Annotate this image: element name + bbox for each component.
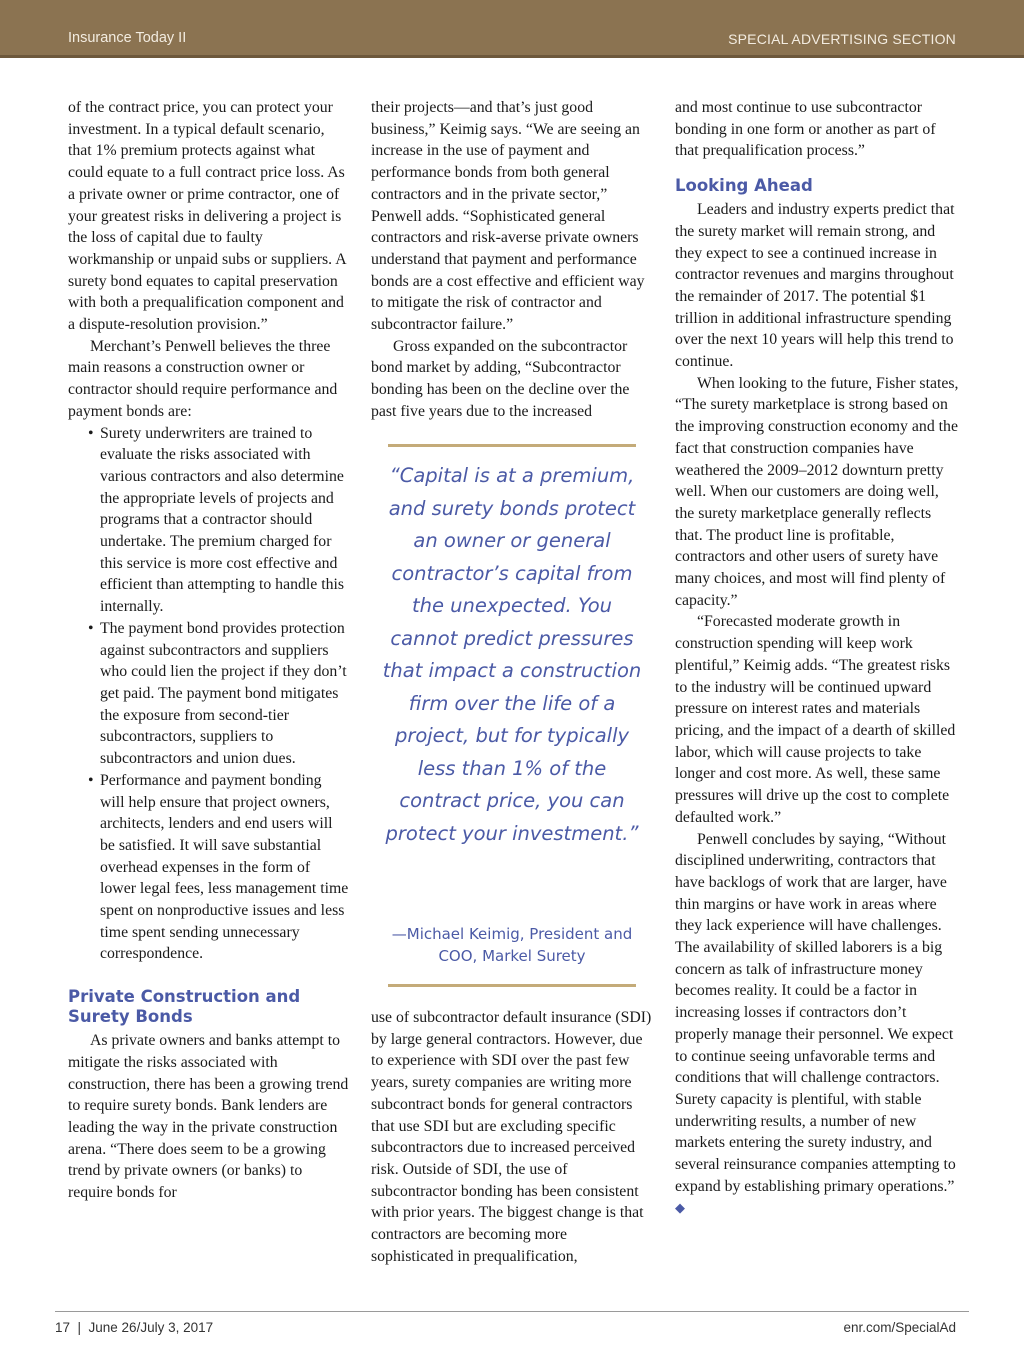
end-of-article-icon: ◆ (675, 1200, 685, 1216)
list-item: • Performance and payment bonding will help ensure that project owners, architects, lenders and end users will be satisfied. It will save substantial overhead expenses in the form of lower legal fees, less management time spent on nonproductive issues and less time spent sending unnecessary correspondence. (88, 771, 349, 963)
footer-url: enr.com/SpecialAd (843, 1320, 956, 1335)
divider (388, 984, 636, 987)
paragraph: Leaders and industry experts predict that the surety market will remain strong, and they expect to see a continued increase in contractor revenues and margins throughout the remainder of 2017. The potential $1 trillion in additional infrastructure spending over the next 10 years will help this trend to continue. (675, 201, 955, 371)
paragraph: use of subcontractor default insurance (SDI) by large general contractors. However, due to experience with SDI over the past few years, surety companies are writing more subcontract bonds for general contractors that use SDI but are excluding specific subcontractors due to increased perceived risk. Outside of SDI, the use of subcontractor bonding has been consistent with prior years. The biggest change is that contractors are becoming more sophisticated in prequalification, (371, 1009, 652, 1265)
paragraph: their projects—and that’s just good business,” Keimig says. “We are seeing an increase in the use of payment and performance bonds from both general contractors and in the private sector,” Penwell adds. “Sophisticated general contractors and risk-averse private owners understand that payment and performance bonds are a cost effective and efficient way to mitigate the risk of contractor and subcontractor failure.” (371, 99, 645, 334)
paragraph: Merchant’s Penwell believes the three main reasons a construction owner or contractor should require performance and payment bonds are: (68, 337, 338, 420)
pull-quote-text: “Capital is at a premium, and surety bonds protect an owner or general contractor’s capital from the unexpected. You cannot predict pressures that impact a construction firm over the life of a project, but for typically less than 1% of the contract price, you can protect your investment.” (382, 464, 642, 845)
pull-quote (382, 444, 642, 988)
bullet-icon: • (88, 424, 94, 442)
list-item: • Surety underwriters are trained to evaluate the risks associated with various contractors and also determine the appropriate levels of projects and programs that a contractor should undertake. The premium charged for this service is more cost effective and efficient than attempting to handle this internally. (88, 424, 345, 616)
article-column-2-bottom (371, 1007, 653, 1267)
paragraph: “Forecasted moderate growth in construction spending will keep work plentiful,” Keimig adds. “The greatest risks to the industry will be continued upward pressure on interest rates and materials pricing, and the impact of a dearth of skilled labor, which will cause projects to take longer and cost more. As well, these same pressures will drive up the cost to complete defaulted work.” (675, 613, 956, 826)
publication-name: Insurance Today II (68, 30, 187, 46)
section-heading: Private Construction and Surety Bonds (68, 987, 301, 1027)
bullet-icon: • (88, 771, 94, 789)
paragraph: and most continue to use subcontractor bonding in one form or another as part of that prequalification process.” (675, 99, 936, 160)
section-label: SPECIAL ADVERTISING SECTION (728, 31, 956, 47)
article-column-3 (675, 97, 959, 1219)
article-column-1 (68, 97, 350, 1204)
footer-divider (55, 1311, 969, 1312)
section-heading: Looking Ahead (675, 176, 813, 196)
pull-quote-attribution: —Michael Keimig, President and COO, Markel Surety (391, 925, 633, 965)
paragraph: As private owners and banks attempt to mitigate the risks associated with construction, there has been a growing trend to require surety bonds. Bank lenders are leading the way in the private construction arena. “There does seem to be a growing trend by private owners (or banks) to require bonds for (68, 1032, 349, 1202)
paragraph: When looking to the future, Fisher states, “The surety marketplace is strong based on the improving construction economy and the fact that construction companies have weathered the 2009–2012 downturn pretty well. When our customers are doing well, the surety marketplace generally reflects that. The product line is profitable, contractors and other users of surety have many choices, and most will find plenty of capacity.” (675, 374, 959, 609)
bullet-icon: • (88, 619, 94, 637)
bullet-list (68, 423, 350, 966)
article-column-2-top (371, 97, 653, 423)
page-header (0, 0, 1024, 58)
paragraph: Gross expanded on the subcontractor bond market by adding, “Subcontractor bonding has been on the decline over the past five years due to the increased (371, 337, 630, 420)
paragraph: of the contract price, you can protect your investment. In a typical default scenario, that 1% premium protects against what could equate to a full contract price loss. As a private owner or prime contractor, one of your greatest risks in delivering a project is the loss of capital due to faulty workmanship or unpaid subs or suppliers. A surety bond equates to capital preservation with both a prequalification component and a dispute-resolution provision.” (68, 99, 346, 334)
divider (388, 444, 636, 447)
paragraph: Penwell concludes by saying, “Without disciplined underwriting, contractors that have backlogs of work that are larger, have thin margins or have work in areas where they lack experience will have challenges. The availability of skilled laborers is a big concern as talk of infrastructure money becomes reality. It could be a factor in increasing losses if contractors don’t properly manage their personnel. We expect to continue seeing unfavorable terms and conditions that will challenge contractors. Surety capacity is plentiful, with stable underwriting results, a number of new markets entering the surety industry, and several reinsurance companies attempting to expand by establishing primary operations.” ◆ (675, 830, 956, 1216)
page-number-date: 17 | June 26/July 3, 2017 (55, 1320, 214, 1335)
list-item: • The payment bond provides protection against subcontractors and suppliers who could lien the project if they don’t get paid. The payment bond mitigates the exposure from second-tier subcontractors, suppliers to subcontractors and union dues. (88, 619, 347, 768)
